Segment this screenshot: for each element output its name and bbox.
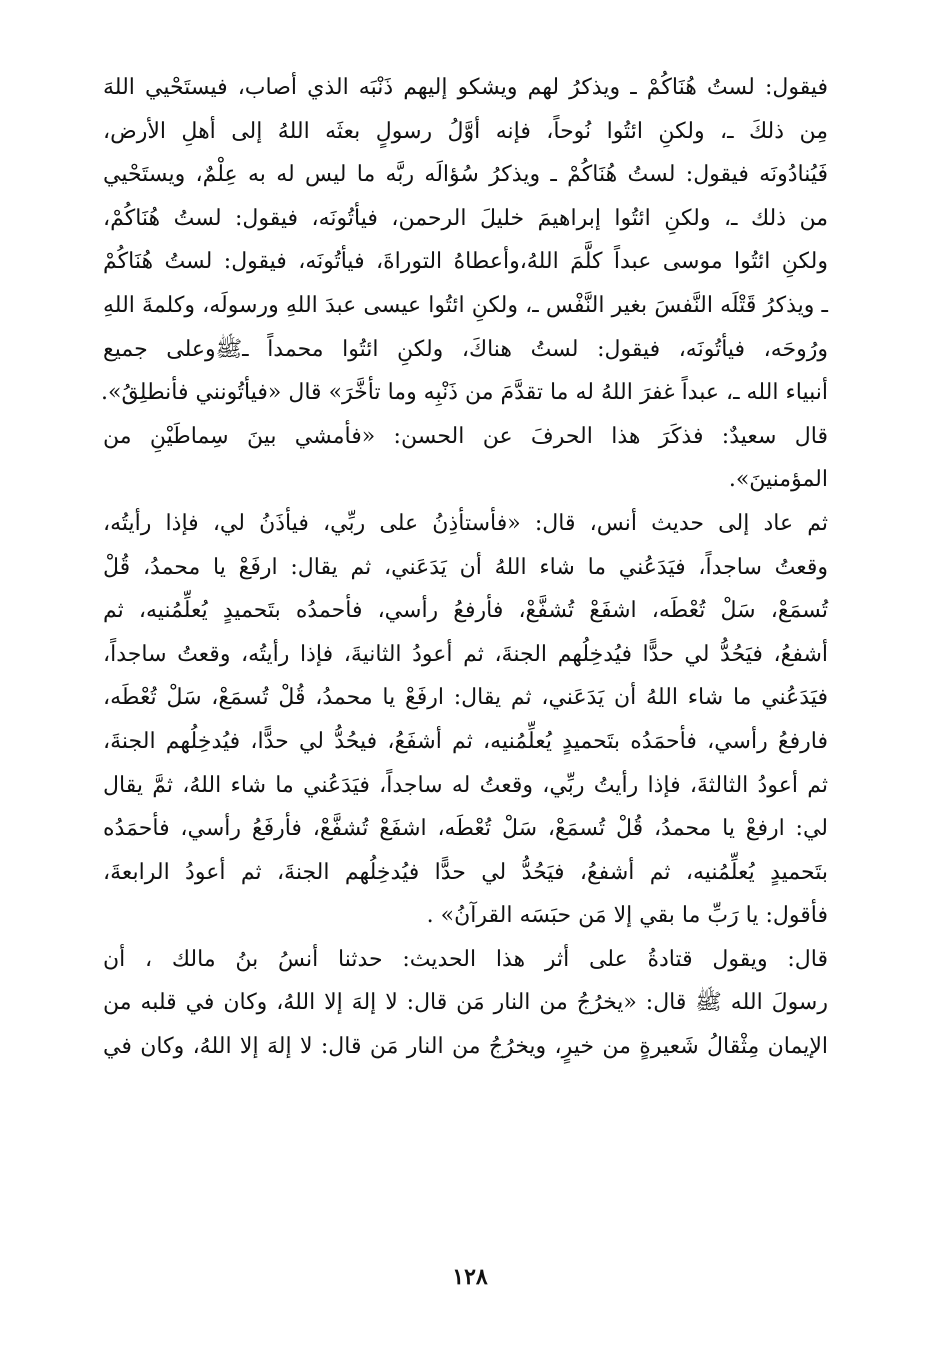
text-line: من ذلك ـ، ولكنِ ائتُوا إبراهيمَ خليلَ الرحمن، فيأتُونَه، فيقول: لستُ هُنَاكُمْ،: [103, 205, 828, 231]
text-line: فيقول: لستُ هُنَاكُمْ ـ ويذكرُ لهم ويشكو إليهم ذَنْبَه الذي أصاب، فيستَحْيي اللهَ: [103, 75, 828, 100]
text-line: فيَدَعُني ما شاء اللهُ أن يَدَعَني، ثم يقال: ارفَعْ يا محمدُ، قُلْ تُسمَعْ، سَلْ تُعْطَه،: [103, 685, 828, 711]
body-text: [103, 66, 828, 1069]
text-line: المؤمنينَ».: [728, 467, 828, 493]
text-line: فارفعُ رأسي، فأحمَدُه بتَحميدٍ يُعلِّمُنيه، ثم أشفَعُ، فيحُدُّ لي حدًّا، فيُدخِلُهم الجنةَ،: [103, 728, 828, 754]
text-line: تُسمَعْ، سَلْ تُعْطَه، اشفَعْ تُشفَّعْ، فأرفعُ رأسي، فأحمدُه بتَحميدٍ يُعلِّمُنيه، ثم: [103, 598, 828, 624]
text-line: فأقول: يا رَبِّ ما بقي إلا مَن حبَسَه القرآنُ» .: [426, 903, 828, 929]
text-line: أنبياء الله ـ، عبداً غفرَ اللهُ له ما تقدَّمَ من ذَنْبِه وما تأخَّرَ» قال «فيأتُونني فأنطلِقُ».: [101, 380, 828, 406]
text-line: ثم عاد إلى حديث أنس، قال: «فأستأذِنُ على ربِّي، فيأذَنُ لي، فإذا رأيتُه،: [103, 510, 828, 536]
text-line: قال: ويقول قتادةُ على أثر هذا الحديث: حدثنا أنسُ بنُ مالك ، أن: [103, 946, 828, 972]
text-line: ولكنِ ائتُوا موسى عبداً كلَّمَ اللهُ،وأعطاهُ التوراةَ، فيأتُونَه، فيقول: لستُ هُنَاكُمْ: [103, 249, 829, 275]
text-line: ـ ويذكرُ قَتْلَه النَّفسَ بغير النَّفْس ـ، ولكنِ ائتُوا عيسى عبدَ اللهِ ورسولَه، وكلمةَ اللهِ: [103, 292, 828, 318]
page-number: ١٢٨: [452, 1264, 488, 1290]
text-line: أشفعُ، فيَحُدُّ لي حدًّا فيُدخِلُهم الجنةَ، ثم أعودُ الثانيةَ، فإذا رأيتُه، وقعتُ ساجداً،: [103, 641, 828, 667]
text-line: فَيُنادُونَه فيقول: لستُ هُنَاكُمْ ـ ويذكرُ سُؤالَه ربَّه ما ليس له به عِلْمٌ، ويستَحْيي: [103, 162, 828, 188]
text-line: الإيمان مِثْقالُ شَعيرةٍ من خيرٍ، ويخرُجُ من النار مَن قال: لا إلهَ إلا اللهُ، وكان في: [103, 1034, 828, 1060]
text-line: مِن ذلكَ ـ، ولكنِ ائتُوا نُوحاً، فإنه أوَّلُ رسولٍ بعثَه اللهُ إلى أهلِ الأرض،: [103, 118, 828, 144]
text-line: لي: ارفعْ يا محمدُ، قُلْ تُسمَعْ، سَلْ تُعْطَه، اشفَعْ تُشفَّعْ، فأرفَعُ رأسي، فأحمَدُه: [103, 816, 828, 842]
text-line: وقعتُ ساجداً، فيَدَعُني ما شاء اللهُ أن يَدَعَني، ثم يقال: ارفَعْ يا محمدُ، قُلْ: [103, 554, 828, 580]
text-line: ورُوحَه، فيأتُونَه، فيقول: لستُ هناكَ، ولكنِ ائتُوا محمداً ـﷺوعلى جميع: [103, 336, 828, 362]
text-line: بتَحميدٍ يُعلِّمُنيه، ثم أشفعُ، فيَحُدُّ لي حدًّا فيُدخِلُهم الجنةَ، ثم أعودُ الرابعةَ،: [103, 859, 828, 885]
text-line: قال سعيدٌ: فذكَرَ هذا الحرفَ عن الحسن: «فأمشي بينَ سِماطَيْنِ من: [103, 423, 828, 449]
text-line: ثم أعودُ الثالثةَ، فإذا رأيتُ ربِّي، وقعتُ له ساجداً، فيَدَعُني ما شاء اللهُ، ثمَّ يقال: [103, 772, 828, 798]
text-line: رسولَ الله ﷺ قال: «يخرُجُ من النار مَن قال: لا إلهَ إلا اللهُ، وكان في قلبه من: [103, 990, 828, 1016]
